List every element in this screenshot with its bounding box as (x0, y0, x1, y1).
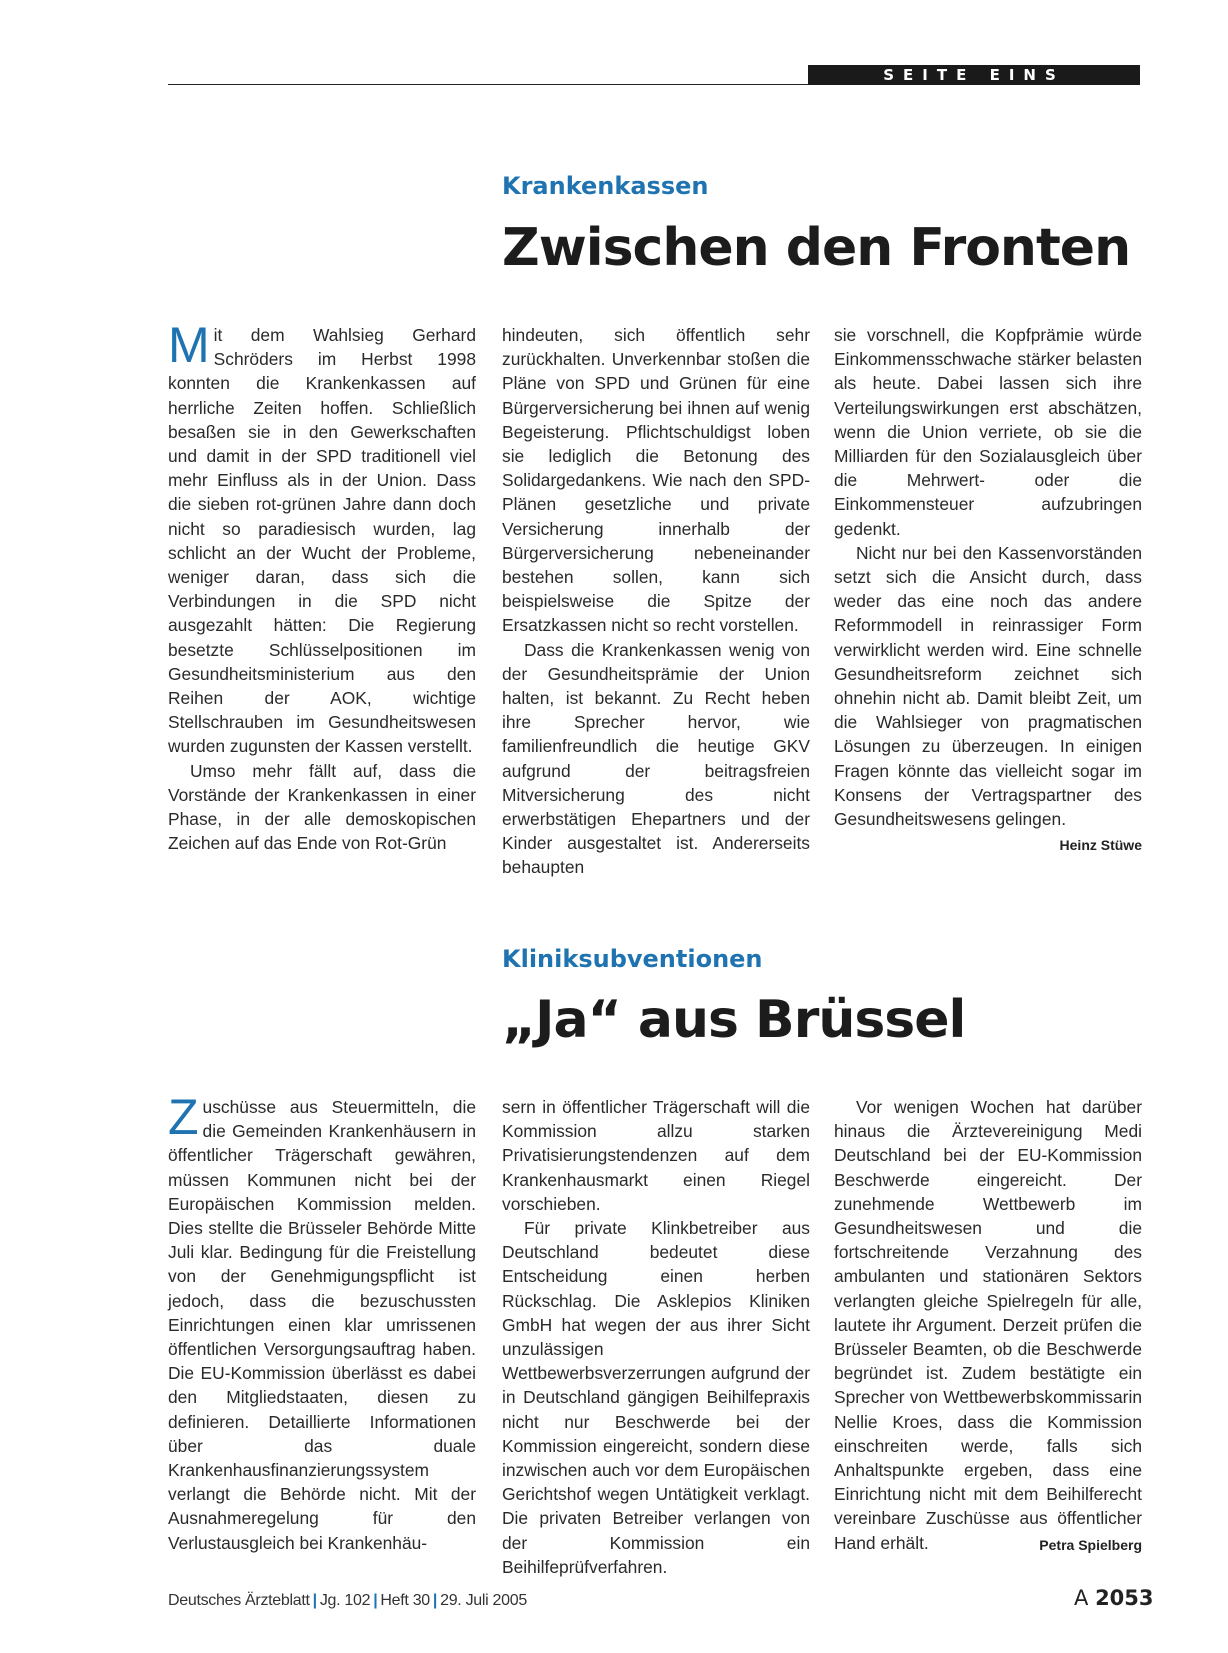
article1-author: Heinz Stüwe (1059, 837, 1142, 854)
article2-headline: „Ja“ aus Brüssel (502, 990, 966, 1050)
footer-issue: Heft 30 (380, 1592, 430, 1609)
footer-separator: | (312, 1592, 317, 1609)
section-tag: SEITE EINS (808, 65, 1140, 85)
article2-kicker: Kliniksubventionen (502, 945, 763, 973)
article2-author: Petra Spielberg (1039, 1536, 1142, 1553)
article2-col2-paragraph-1: sern in öffentlicher Trägerschaft will die Kommission allzu starken Privatisierungstendenzen auf dem Krankenhausmarkt einen Riegel vorschieben. (502, 1097, 810, 1214)
article1-col2-paragraph-2: Dass die Krankenkassen wenig von der Gesundheitsprämie der Union halten, ist bekannt. Zu Recht heben ihre Sprecher hervor, wie familienfreundlich die heutige GKV aufgrund der beitragsfreien Mitversicherung des nicht erwerbstätigen Ehepartners und der Kinder ausgestaltet ist. Andererseits behaupten (502, 639, 810, 878)
article2-col1-paragraph-1: uschüsse aus Steuermitteln, die die Gemeinden Krankenhäusern in öffentlicher Trägerschaft gewähren, müssen Kommunen nicht bei der Europäischen Kommission melden. Dies stellte die Brüsseler Behörde Mitte Juli klar. Bedingung für die Freistellung von der Genehmigungspflicht ist jedoch, dass die bezuschussten Einrichtungen einen klar umrissenen öffentlichen Versorgungsauftrag haben. Die EU-Kommission überlässt es dabei den Mitgliedstaaten, diesen zu definieren. Detaillierte Informationen über das duale Krankenhausfinanzierungssystem verlangt die Behörde nicht. Mit der Ausnahmeregelung für den Verlustausgleich bei Krankenhäu- (168, 1097, 476, 1553)
footer-separator: | (432, 1592, 438, 1609)
article2-dropcap: Z (168, 1089, 199, 1145)
page-number-value: 2053 (1095, 1586, 1154, 1610)
footer (168, 1592, 527, 1610)
article1-column-3 (834, 323, 1142, 857)
article2-col2-paragraph-2: Für private Klinkbetreiber aus Deutschland bedeutet diese Entscheidung einen herben Rückschlag. Die Asklepios Kliniken GmbH hat wegen der aus ihrer Sicht unzulässigen Wettbewerbsverzerrungen aufgrund der in Deutschland gängigen Beihilfepraxis nicht nur Beschwerde bei der Kommission eingereicht, sondern diese inzwischen auch vor dem Europäischen Gerichtshof wegen Untätigkeit verklagt. Die privaten Betreiber verlangen von der Kommission ein Beihilfeprüfverfahren. (502, 1218, 810, 1577)
article1-dropcap: M (168, 317, 210, 373)
footer-volume: Jg. 102 (319, 1592, 371, 1609)
article1-column-1 (168, 317, 476, 855)
footer-date: 29. Juli 2005 (440, 1592, 527, 1609)
article2-column-2 (502, 1095, 810, 1579)
article2-column-1 (168, 1089, 476, 1555)
article1-headline: Zwischen den Fronten (502, 218, 1131, 278)
article1-col3-paragraph-1: sie vorschnell, die Kopfprämie würde Einkommensschwache stärker belasten als heute. Dabei lassen sich ihre Verteilungswirkungen erst abschätzen, wenn die Union verriete, ob sie die Milliarden für den Sozialausgleich über die Mehrwert- oder die Einkommensteuer aufzubringen gedenkt. (834, 325, 1142, 539)
article2-column-3 (834, 1095, 1142, 1557)
footer-journal: Deutsches Ärzteblatt (168, 1592, 310, 1609)
article1-col1-paragraph-2: Umso mehr fällt auf, dass die Vorstände der Krankenkassen in einer Phase, in der alle demoskopischen Zeichen auf das Ende von Rot-Grün (168, 760, 476, 854)
article1-col2-paragraph-1: hindeuten, sich öffentlich sehr zurückhalten. Unverkennbar stoßen die Pläne von SPD und Grünen für eine Bürgerversicherung bei ihnen auf wenig Begeisterung. Pflichtschuldigst loben sie lediglich die Betonung des Solidargedankens. Wie nach den SPD-Plänen gesetzliche und private Versicherung innerhalb der Bürgerversicherung nebeneinander bestehen sollen, kann sich beispielsweise die Spitze der Ersatzkassen nicht so recht vorstellen. (502, 325, 810, 636)
article1-kicker: Krankenkassen (502, 172, 709, 200)
page-number (1074, 1586, 1154, 1610)
article1-col3-paragraph-2: Nicht nur bei den Kassenvorständen setzt sich die Ansicht durch, dass weder das eine noch das andere Reformmodell in reinrassiger Form verwirklicht werden wird. Eine schnelle Gesundheitsreform zeichnet sich ohnehin nicht ab. Damit bleibt Zeit, um die Wahlsieger von pragmatischen Lösungen zu überzeugen. In einigen Fragen könnte das vielleicht sogar im Konsens der Vertragspartner des Gesundheitswesens gelingen. (834, 542, 1142, 830)
page-prefix: A (1074, 1586, 1089, 1610)
article2-col3-paragraph-1: Vor wenigen Wochen hat darüber hinaus die Ärztevereinigung Medi Deutschland bei der EU-Kommission Beschwerde eingereicht. Der zunehmende Wettbewerb im Gesundheitswesen und die fortschreitende Verzahnung des ambulanten und stationären Sektors verlangten gleiche Spielregeln für alle, lautete ihr Argument. Derzeit prüfen die Brüsseler Beamten, ob die Beschwerde begründet ist. Zudem bestätigte ein Sprecher von Wettbewerbskommissarin Nellie Kroes, dass die Kommission einschreiten werde, falls sich Anhaltspunkte ergeben, dass eine Einrichtung nicht mit dem Beihilferecht vereinbare Zuschüsse aus öffentlicher Hand erhält. (834, 1097, 1142, 1553)
article1-column-2 (502, 323, 810, 880)
article1-col1-paragraph-1: it dem Wahlsieg Gerhard Schröders im Herbst 1998 konnten die Krankenkassen auf herrliche Zeiten hoffen. Schließlich besaßen sie in den Gewerkschaften und damit in der SPD traditionell viel mehr Einfluss als in der Union. Dass die sieben rot-grünen Jahre dann doch nicht so paradiesisch wurden, lag schlicht an der Wucht der Probleme, weniger daran, dass sich die Verbindungen in die SPD nicht ausgezahlt hätten: Die Regierung besetzte Schlüsselpositionen im Gesundheitsministerium aus den Reihen der AOK, wichtige Stellschrauben im Gesundheitswesen wurden zugunsten der Kassen verstellt. (168, 325, 476, 757)
footer-separator: | (373, 1592, 378, 1609)
